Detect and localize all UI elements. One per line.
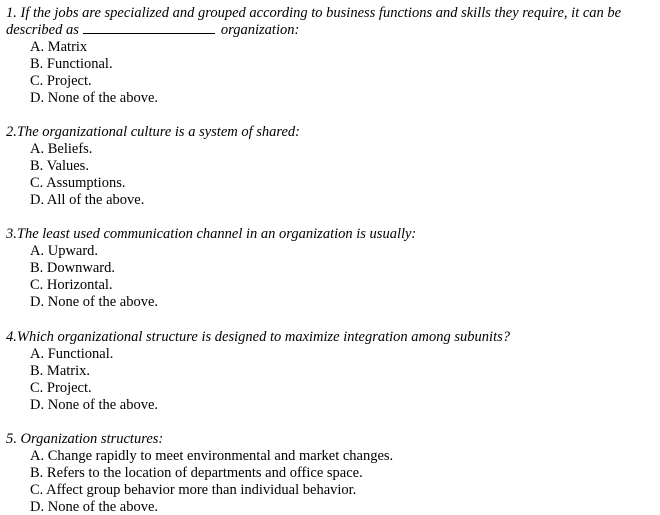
question-2-option-d: D. All of the above.	[30, 192, 145, 208]
answer-blank	[83, 22, 215, 34]
question-4-option-d: D. None of the above.	[30, 397, 159, 413]
question-1-option-b: B. Functional.	[30, 56, 113, 72]
question-3-option-a: A. Upward.	[30, 243, 99, 259]
question-1-prefix: described as	[6, 22, 79, 38]
question-5-option-a: A. Change rapidly to meet environmental and market changes.	[30, 448, 394, 464]
question-5-option-d: D. None of the above.	[30, 499, 159, 515]
question-2-text: 2.The organizational culture is a system of shared:	[6, 124, 301, 140]
question-1-text-line1: 1. If the jobs are specialized and grouped according to business functions and skills they require, it can be	[6, 5, 622, 21]
question-3-option-b: B. Downward.	[30, 260, 115, 276]
question-1-suffix: organization:	[220, 22, 300, 38]
question-4-option-b: B. Matrix.	[30, 363, 91, 379]
question-5-option-b: B. Refers to the location of departments and office space.	[30, 465, 363, 481]
question-4-option-a: A. Functional.	[30, 346, 114, 362]
question-3-option-c: C. Horizontal.	[30, 277, 113, 293]
question-4-option-c: C. Project.	[30, 380, 92, 396]
question-3-option-d: D. None of the above.	[30, 294, 159, 310]
question-2-option-c: C. Assumptions.	[30, 175, 126, 191]
question-5-option-c: C. Affect group behavior more than individual behavior.	[30, 482, 357, 498]
question-4-text: 4.Which organizational structure is designed to maximize integration among subunits?	[6, 329, 510, 345]
question-2-option-b: B. Values.	[30, 158, 89, 174]
question-1-option-a: A. Matrix	[30, 39, 88, 55]
question-1-option-d: D. None of the above.	[30, 90, 159, 106]
question-2-option-a: A. Beliefs.	[30, 141, 93, 157]
question-1-option-c: C. Project.	[30, 73, 92, 89]
question-3-text: 3.The least used communication channel in an organization is usually:	[6, 226, 417, 242]
question-5-text: 5. Organization structures:	[6, 431, 164, 447]
question-1-text-line2	[6, 22, 299, 38]
